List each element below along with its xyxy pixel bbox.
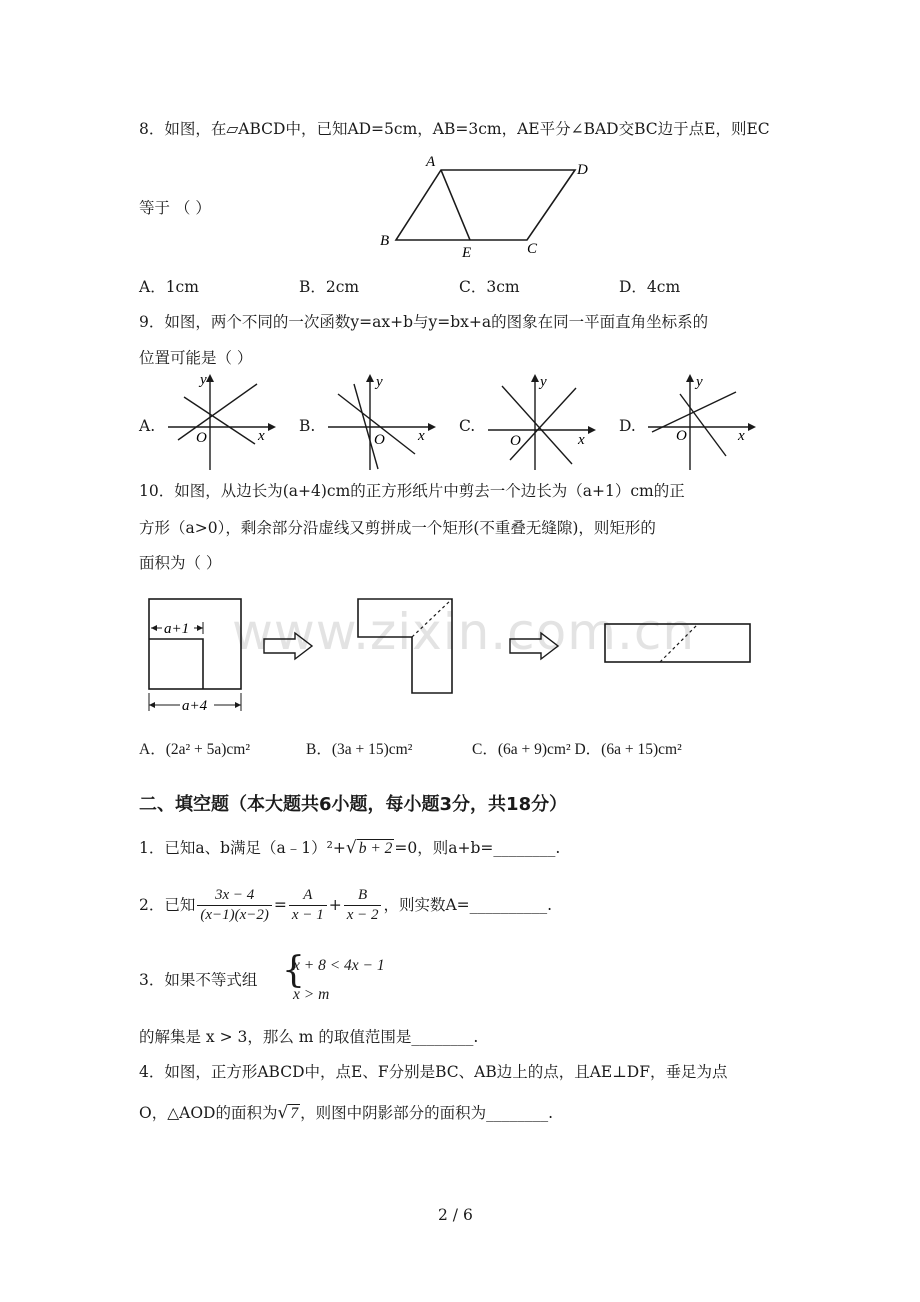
fraction-3-denominator: x − 2 bbox=[346, 906, 379, 923]
q9-option-d-label: D. bbox=[619, 417, 636, 435]
q9-stem-line1: 9．如图，两个不同的一次函数y=ax+b与y=bx+a的图象在同一平面直角坐标系的 bbox=[139, 313, 709, 331]
vertex-e-label: E bbox=[462, 245, 472, 261]
q9-option-b-label: B. bbox=[299, 417, 316, 435]
fraction-2-numerator: A bbox=[289, 886, 327, 906]
q10-option-b: B．(3a + 15)cm² bbox=[306, 741, 413, 758]
inequality-2: x > m bbox=[293, 986, 330, 1003]
section-2-title: 二、填空题（本大题共6小题，每小题3分，共18分） bbox=[139, 794, 568, 815]
fill-1-radicand: b + 2 bbox=[358, 840, 393, 857]
fraction-3 bbox=[344, 886, 382, 925]
origin-label: O bbox=[374, 432, 385, 448]
q9-graph-d bbox=[640, 372, 755, 472]
q9-graph-c bbox=[480, 372, 595, 472]
y-axis-label: y bbox=[200, 372, 207, 388]
x-axis-label: x bbox=[418, 428, 425, 444]
fill-3-prefix: 3．如果不等式组 bbox=[139, 971, 258, 989]
y-axis-label: y bbox=[376, 374, 383, 390]
vertex-d-label: D bbox=[577, 162, 588, 178]
fill-1-text-a: 1．已知a、b满足（a﹣1）²+ bbox=[139, 839, 346, 857]
fraction-2 bbox=[289, 886, 327, 925]
q10-stem-line2: 方形（a>0），剩余部分沿虚线又剪拼成一个矩形(不重叠无缝隙)，则矩形的 bbox=[139, 519, 656, 537]
y-axis-label: y bbox=[696, 374, 703, 390]
page-number: 2 / 6 bbox=[438, 1206, 473, 1224]
y-axis-label: y bbox=[540, 374, 547, 390]
fraction-1-numerator: 3x − 4 bbox=[197, 886, 272, 906]
q10-stem-line3: 面积为（ ） bbox=[139, 554, 222, 572]
square-cut-figure bbox=[140, 595, 760, 725]
q8-option-a: A．1cm bbox=[139, 278, 199, 296]
fraction-1-denominator: (x−1)(x−2) bbox=[200, 906, 269, 923]
q9-graph-b bbox=[320, 372, 435, 472]
fill-4-line2 bbox=[139, 1105, 553, 1122]
fill-4-line1: 4．如图，正方形ABCD中，点E、F分别是BC、AB边上的点，且AE⊥DF，垂足为点 bbox=[139, 1063, 728, 1081]
fraction-1 bbox=[197, 886, 272, 925]
small-side-label: a+1 bbox=[164, 621, 190, 637]
equals-sign: = bbox=[273, 895, 287, 914]
q8-option-d: D．4cm bbox=[619, 278, 681, 296]
inequality-1: x + 8 < 4x − 1 bbox=[293, 957, 385, 974]
q9-stem-line2: 位置可能是（ ） bbox=[139, 349, 253, 367]
parallelogram-figure bbox=[370, 150, 600, 265]
x-axis-label: x bbox=[578, 432, 585, 448]
fraction-3-numerator: B bbox=[344, 886, 382, 906]
plus-sign: + bbox=[328, 895, 342, 914]
q8-option-c: C．3cm bbox=[459, 278, 520, 296]
brace-icon: { bbox=[282, 950, 305, 991]
fill-2-prefix: 2．已知 bbox=[139, 895, 196, 914]
q10-option-a: A．(2a² + 5a)cm² bbox=[139, 741, 250, 758]
watermark: www.zixin.com.cn bbox=[232, 603, 696, 661]
q10-stem-line1: 10．如图，从边长为(a+4)cm的正方形纸片中剪去一个边长为（a+1）cm的正 bbox=[139, 482, 685, 500]
q9-option-c-label: C. bbox=[459, 417, 476, 435]
sqrt-sign: √ bbox=[277, 1103, 289, 1123]
sqrt-sign: √ bbox=[345, 838, 357, 858]
q8-stem-line1: 8．如图，在▱ABCD中，已知AD=5cm，AB=3cm，AE平分∠BAD交BC边于点E，则EC bbox=[139, 120, 770, 138]
fill-4-line2-a: O，△AOD的面积为 bbox=[139, 1104, 278, 1122]
origin-label: O bbox=[676, 428, 687, 444]
vertex-b-label: B bbox=[380, 233, 390, 249]
fill-question-1 bbox=[139, 840, 560, 857]
fill-4-radicand: 7 bbox=[290, 1105, 299, 1122]
q10-option-cd: C．(6a + 9)cm² D．(6a + 15)cm² bbox=[472, 741, 682, 758]
q9-graph-a bbox=[160, 372, 275, 472]
origin-label: O bbox=[510, 433, 521, 449]
origin-label: O bbox=[196, 430, 207, 446]
x-axis-label: x bbox=[258, 428, 265, 444]
fill-4-line2-b: ，则图中阴影部分的面积为________. bbox=[300, 1104, 553, 1122]
q8-option-b: B．2cm bbox=[299, 278, 360, 296]
q8-stem-line2: 等于 （ ） bbox=[139, 199, 211, 217]
fill-2-suffix: ，则实数A=__________. bbox=[383, 895, 553, 914]
vertex-c-label: C bbox=[527, 241, 538, 257]
fill-question-2 bbox=[139, 886, 552, 925]
vertex-a-label: A bbox=[426, 154, 436, 170]
big-side-label: a+4 bbox=[182, 698, 208, 714]
q9-option-a-label: A. bbox=[139, 417, 156, 435]
fill-1-text-b: =0，则a+b=________. bbox=[394, 839, 561, 857]
fraction-2-denominator: x − 1 bbox=[291, 906, 324, 923]
fill-3-line2: 的解集是 x > 3，那么 m 的取值范围是________. bbox=[139, 1028, 479, 1046]
x-axis-label: x bbox=[738, 428, 745, 444]
